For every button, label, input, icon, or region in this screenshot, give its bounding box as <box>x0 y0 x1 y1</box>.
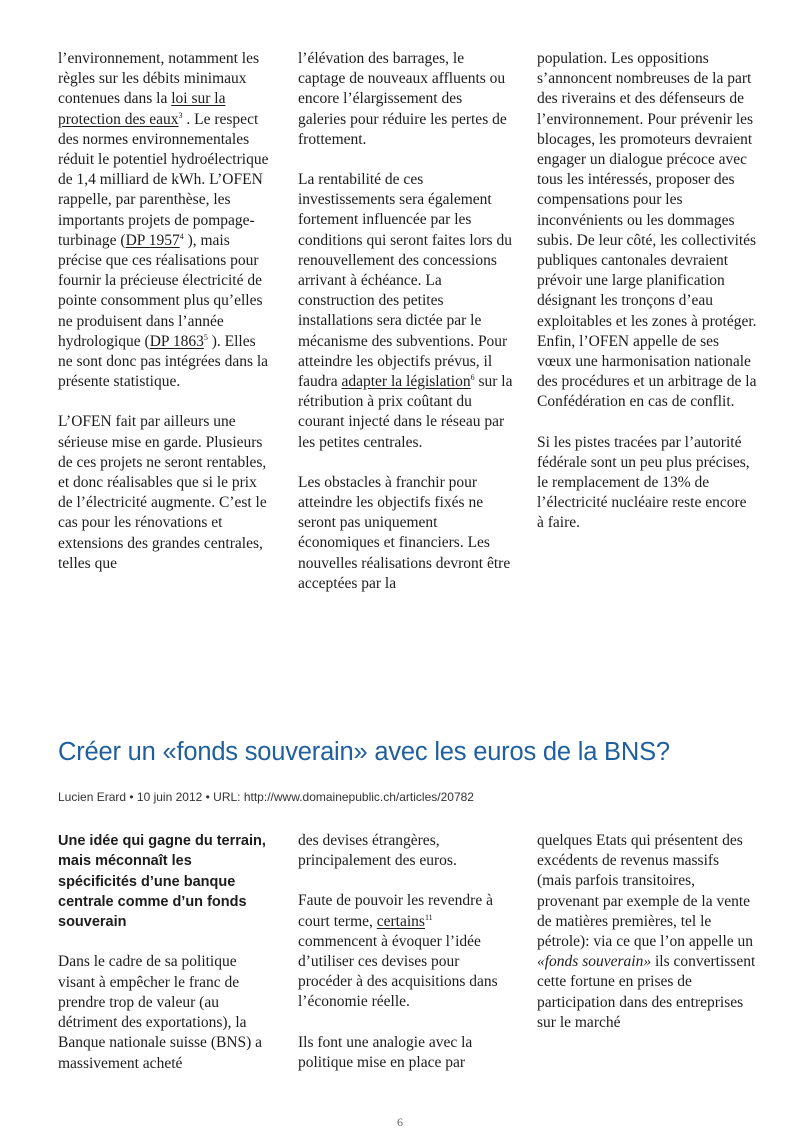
footnote-6: 6 <box>470 372 475 382</box>
article1-col1-paragraph-2: L’OFEN fait par ailleurs une sérieuse mise en garde. Plusieurs de ces projets ne seront rentables, et donc réalisables que si le prix de l’électricité augmente. C’est le cas pour les rénovations et extensions des grandes centrales, telles que <box>58 413 267 572</box>
article2-column-1 <box>58 831 274 1094</box>
article1-column-1 <box>58 49 274 594</box>
text: ils convertissent cette fortune en prises de participation dans des entreprises sur le marché <box>537 953 756 1031</box>
article1-col3-paragraph-1: population. Les oppositions s’annoncent nombreuses de la part des riverains et des défenseurs de l’environnement. Pour prévenir les blocages, les promoteurs devraient engager un dialogue précoce avec tous les intéressés, proposer des compensations pour les inconvénients ou les dommages subis. De leur côté, les collectivités publiques cantonales devraient prévoir une large planification désignant les tronçons d’eau exploitables et les zones à protéger. Enfin, l’OFEN appelle de ses vœux une harmonisation nationale des procédures et un arbitrage de la Confédération en cas de conflit. <box>537 50 757 411</box>
article1-col2-paragraph-1: l’élévation des barrages, le captage de nouveaux affluents ou encore l’élargissement des galeries pour réduire les pertes de frottement. <box>298 50 507 148</box>
article2-byline: Lucien Erard • 10 juin 2012 • URL: http://www.domainepublic.ch/articles/20782 <box>58 790 474 804</box>
footnote-5: 5 <box>203 332 208 342</box>
article2-col2-paragraph-1: des devises étrangères, principalement des euros. <box>298 832 457 870</box>
text: Faute de pouvoir les revendre à court terme, <box>298 892 493 930</box>
article1-col2-paragraph-3: Les obstacles à franchir pour atteindre les objectifs fixés ne seront pas uniquement économiques et financiers. Les nouvelles réalisations devront être acceptées par la <box>298 473 511 592</box>
link-certains[interactable]: certains <box>376 912 425 930</box>
link-dp-1863[interactable]: DP 1863 <box>149 332 204 350</box>
footnote-3: 3 <box>178 110 183 120</box>
emphasis-fonds-souverain: «fonds souverain» <box>537 953 652 971</box>
article1-column-3 <box>537 49 757 554</box>
article2-column-3 <box>537 831 757 1053</box>
text: La rentabilité de ces investissements sera également fortement influencée par les conditions qui seront faites lors du renouvellement des concessions arrivant à échéance. La construction des petites installations sera dictée par le mécanisme des subventions. Pour atteindre les objectifs prévus, il faudra <box>298 171 512 391</box>
text: commencent à évoquer l’idée d’utiliser ces devises pour procéder à des acquisitions dans l’économie réelle. <box>298 932 498 1011</box>
link-loi-protection-eaux[interactable]: loi sur la protection des eaux <box>58 90 226 128</box>
article1-col2-paragraph-2 <box>298 170 514 453</box>
article2-col2-paragraph-3: Ils font une analogie avec la politique mise en place par <box>298 1033 473 1071</box>
article2-col3-paragraph-1 <box>537 831 757 1033</box>
article1-col3-paragraph-2: Si les pistes tracées par l’autorité fédérale sont un peu plus précises, le remplacement de 13% de l’électricité nucléaire reste encore à faire. <box>537 433 750 532</box>
text: ), mais précise que ces réalisations pour fournir la précieuse électricité de pointe consomment plus qu’elles ne produisent dans l’année hydrologique ( <box>58 231 263 350</box>
footnote-4: 4 <box>179 231 184 241</box>
text: ). Elles ne sont donc pas intégrées dans la présente statistique. <box>58 332 269 391</box>
link-adapter-legislation[interactable]: adapter la législation <box>341 373 471 391</box>
footnote-11: 11 <box>424 912 433 922</box>
link-dp-1957[interactable]: DP 1957 <box>125 231 180 249</box>
page-number: 6 <box>397 1115 403 1129</box>
text: l’environnement, notamment les règles sur les débits minimaux contenues dans la <box>58 50 260 108</box>
article2-col2-paragraph-2 <box>298 891 514 1012</box>
article2-col1-paragraph-1: Dans le cadre de sa politique visant à empêcher le franc de prendre trop de valeur (au détriment des exportations), la Banque nationale suisse (BNS) a massivement acheté <box>58 953 263 1072</box>
text: sur la rétribution à prix coûtant du courant injecté dans le réseau par les petites centrales. <box>298 373 513 451</box>
text: . Le respect des normes environnementales réduit le potentiel hydroélectrique de 1,4 milliard de kWh. L’OFEN rappelle, par parenthèse, les importants projets de pompage-turbinage ( <box>58 110 269 249</box>
article2-lead: Une idée qui gagne du terrain, mais méconnaît les spécificités d’une banque centrale comme d’un fonds souverain <box>58 833 266 931</box>
article1-column-2 <box>298 49 514 614</box>
article2-title: Créer un «fonds souverain» avec les euros de la BNS? <box>58 738 670 766</box>
text: quelques Etats qui présentent des excédents de revenus massifs (mais parfois transitoires, provenant par exemple de la vente de matières premières, tel le pétrole): via ce que l’on appelle un <box>537 832 754 951</box>
article1-col1-paragraph-1 <box>58 49 274 392</box>
article2-column-2 <box>298 831 514 1093</box>
